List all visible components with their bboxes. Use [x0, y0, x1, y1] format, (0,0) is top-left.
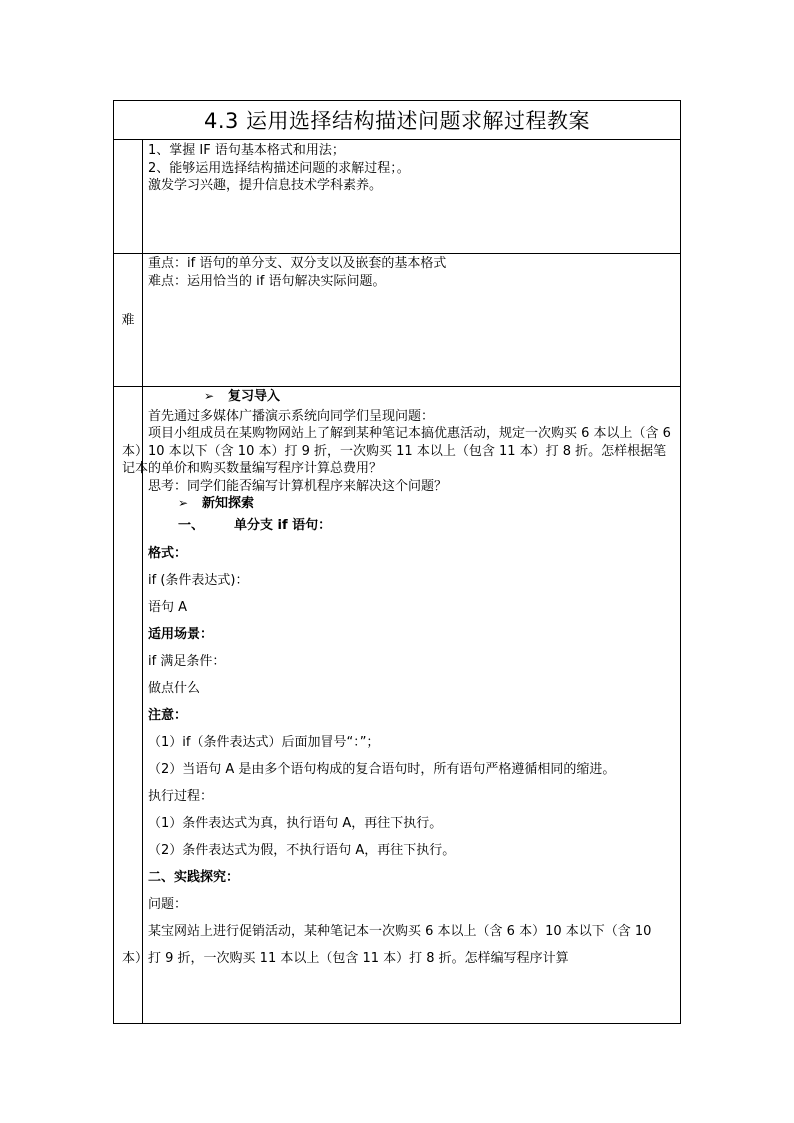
intro-text: 首先通过多媒体广播演示系统向同学们呈现问题： — [148, 408, 435, 424]
key-points-content — [148, 255, 674, 290]
note-label: 注意： — [148, 708, 188, 723]
key-point-line: 重点：if 语句的单分支、双分支以及嵌套的基本格式 — [148, 256, 447, 271]
objective-line: 激发学习兴趣，提升信息技术学科素养。 — [148, 178, 383, 193]
heading-new-knowledge: ➢ 新知探索 — [178, 496, 255, 511]
scene-label: 适用场景： — [148, 627, 214, 642]
scene-line: 做点什么 — [148, 681, 201, 696]
exec-line: （2）条件表达式为假，不执行语句 A，再往下执行。 — [148, 843, 456, 858]
subheading-practice: 二、实践探究： — [148, 870, 240, 885]
format-label: 格式： — [148, 546, 188, 561]
objectives-row — [114, 140, 680, 254]
page-title: 4.3 运用选择结构描述问题求解过程教案 — [203, 109, 591, 133]
format-line: 语句 A — [148, 600, 188, 615]
objectives-content — [148, 142, 674, 195]
scene-line: if 满足条件： — [148, 654, 226, 669]
title-row — [114, 101, 680, 140]
teaching-process-row — [114, 387, 680, 1023]
arrow-bullet-icon: ➢ — [204, 389, 215, 403]
format-line: if (条件表达式)： — [148, 573, 249, 588]
question-label: 问题： — [148, 897, 188, 912]
exec-line: （1）条件表达式为真，执行语句 A，再往下执行。 — [148, 816, 443, 831]
subheading-single-branch: 一、 单分支 if 语句： — [178, 517, 332, 533]
objective-line: 2、能够运用选择结构描述问题的求解过程；。 — [148, 160, 410, 176]
heading-review: ➢ 复习导入 — [204, 389, 281, 404]
difficult-point-line: 难点：运用恰当的 if 语句解决实际问题。 — [148, 273, 386, 289]
exec-label: 执行过程： — [148, 789, 214, 804]
key-points-label: 难 — [121, 313, 135, 328]
note-line: （2）当语句 A 是由多个语句构成的复合语句时，所有语句严格遵循相同的缩进。 — [148, 762, 616, 777]
lesson-plan-table — [113, 100, 681, 1024]
arrow-bullet-icon: ➢ — [178, 496, 189, 510]
key-points-row — [114, 254, 680, 387]
objective-line: 1、掌握 IF 语句基本格式和用法； — [148, 143, 345, 158]
think-text: 思考：同学们能否编写计算机程序来解决这个问题？ — [148, 478, 448, 494]
note-line: （1）if（条件表达式）后面加冒号“：”； — [148, 735, 380, 750]
teaching-process-content — [122, 388, 674, 972]
question-text: 某宝网站上进行促销活动，某种笔记本一次购买 6 本以上（含 6 本）10 本以下（含 10 本）打 9 折，一次购买 11 本以上（包含 11 本）打 8 折。怎样编写程序计算 — [122, 924, 652, 966]
problem-text: 项目小组成员在某购物网站上了解到某种笔记本搞优惠活动，规定一次购买 6 本以上（含 6 本）10 本以下（含 10 本）打 9 折，一次购买 11 本以上（包含 11 本）打 8 折。怎样根据笔记本的单价和购买数量编写程序计算总费用？ — [122, 426, 671, 476]
